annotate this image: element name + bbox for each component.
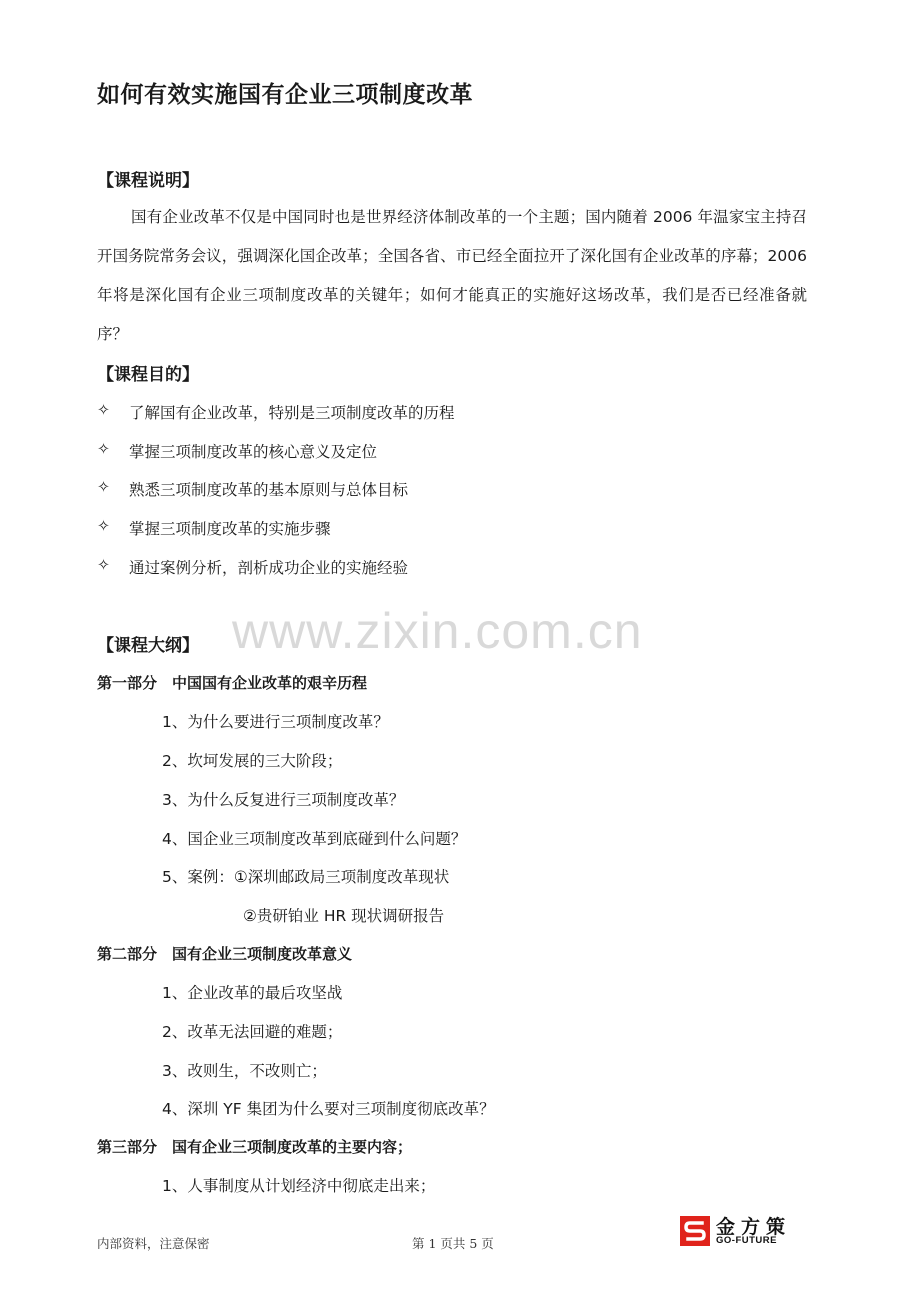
diamond-star-icon: ✧	[97, 517, 110, 535]
goal-text: 掌握三项制度改革的核心意义及定位	[129, 443, 378, 461]
company-name-cn: 金方策	[716, 1216, 792, 1238]
diamond-star-icon: ✧	[97, 478, 110, 496]
footer-confidential-note: 内部资料，注意保密	[97, 1236, 210, 1251]
diamond-star-icon: ✧	[97, 440, 110, 458]
outline-item: 3、为什么反复进行三项制度改革？	[162, 791, 405, 809]
outline-item: 1、人事制度从计划经济中彻底走出来；	[162, 1177, 436, 1195]
outline-item: 1、企业改革的最后攻坚战	[162, 984, 343, 1002]
course-outline-heading: 【课程大纲】	[97, 636, 199, 656]
outline-item: 2、改革无法回避的难题；	[162, 1023, 343, 1041]
diamond-star-icon: ✧	[97, 556, 110, 574]
part-title: 第一部分 中国国有企业改革的艰辛历程	[97, 674, 368, 692]
watermark: www.zixin.com.cn	[232, 603, 643, 659]
goal-text: 通过案例分析，剖析成功企业的实施经验	[129, 559, 409, 577]
goal-text: 掌握三项制度改革的实施步骤	[129, 520, 331, 538]
outline-item: 2、坎坷发展的三大阶段；	[162, 752, 343, 770]
course-goals-heading: 【课程目的】	[97, 365, 199, 385]
outline-item: 3、改则生，不改则亡；	[162, 1062, 327, 1080]
diamond-star-icon: ✧	[97, 401, 110, 419]
outline-item: ②贵研铂业 HR 现状调研报告	[243, 907, 445, 925]
outline-item: 4、国企业三项制度改革到底碰到什么问题？	[162, 830, 467, 848]
footer-page-number: 第 1 页共 5 页	[412, 1236, 494, 1251]
outline-item: 5、案例：①深圳邮政局三项制度改革现状	[162, 868, 450, 886]
company-name-en: GO-FUTURE	[716, 1235, 777, 1246]
outline-item: 1、为什么要进行三项制度改革？	[162, 713, 389, 731]
company-logo-icon	[680, 1216, 710, 1246]
goal-text: 了解国有企业改革，特别是三项制度改革的历程	[129, 404, 455, 422]
outline-item: 4、深圳 YF 集团为什么要对三项制度彻底改革？	[162, 1100, 495, 1118]
part-title: 第三部分 国有企业三项制度改革的主要内容；	[97, 1138, 413, 1156]
course-description-heading: 【课程说明】	[97, 171, 199, 191]
goal-text: 熟悉三项制度改革的基本原则与总体目标	[129, 481, 409, 499]
part-title: 第二部分 国有企业三项制度改革意义	[97, 945, 353, 963]
document-title: 如何有效实施国有企业三项制度改革	[97, 82, 473, 108]
course-description-text: 国有企业改革不仅是中国同时也是世界经济体制改革的一个主题；国内随着 2006 年温家宝主持召开国务院常务会议，强调深化国企改革；全国各省、市已经全面拉开了深化国有企业改革的序幕；2006 年将是深化国有企业三项制度改革的关键年；如何才能真正的实施好这场改革，我们是否已经准备就序？	[97, 208, 807, 343]
